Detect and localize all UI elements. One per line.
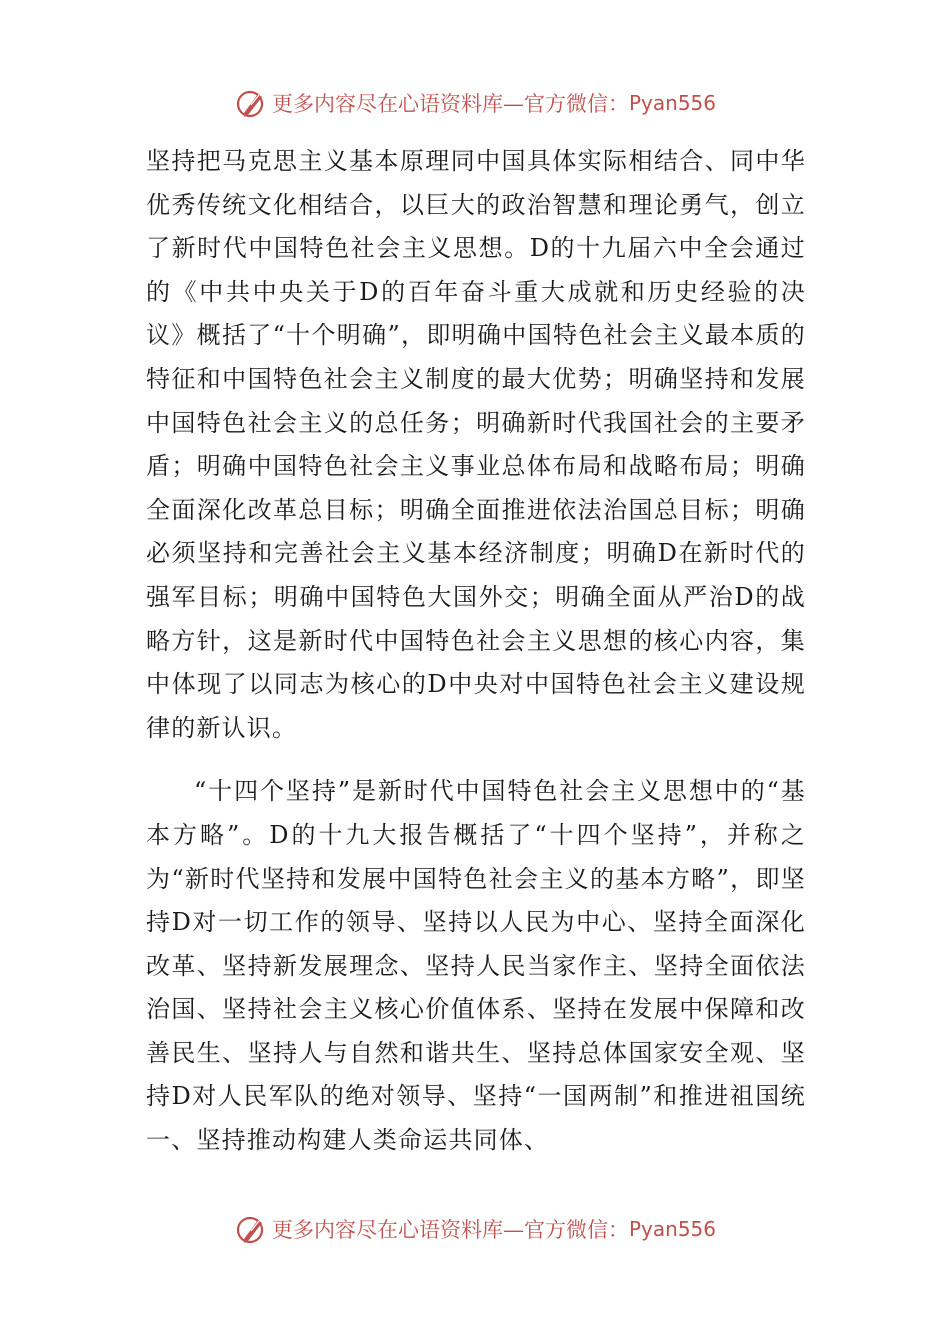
footer-banner bbox=[0, 1209, 950, 1249]
document-body bbox=[146, 140, 806, 1163]
paragraph: 坚持把马克思主义基本原理同中国具体实际相结合、同中华优秀传统文化相结合，以巨大的政治智慧和理论勇气，创立了新时代中国特色社会主义思想。D的十九届六中全会通过的《中共中央关于D的百年奋斗重大成就和历史经验的决议》概括了“十个明确”，即明确中国特色社会主义最本质的特征和中国特色社会主义制度的最大优势；明确坚持和发展中国特色社会主义的总任务；明确新时代我国社会的主要矛盾；明确中国特色社会主义事业总体布局和战略布局；明确全面深化改革总目标；明确全面推进依法治国总目标；明确必须坚持和完善社会主义基本经济制度；明确D在新时代的强军目标；明确中国特色大国外交；明确全面从严治D的战略方针，这是新时代中国特色社会主义思想的核心内容，集中体现了以同志为核心的D中央对中国特色社会主义建设规律的新认识。 bbox=[146, 147, 806, 742]
pen-nib-logo-icon bbox=[234, 86, 268, 120]
pen-nib-logo-icon bbox=[234, 1212, 268, 1246]
banner-text: 更多内容尽在心语资料库—官方微信： bbox=[271, 1218, 629, 1242]
wechat-id: Pyan556 bbox=[628, 1217, 716, 1241]
header-banner bbox=[0, 83, 950, 123]
banner-text: 更多内容尽在心语资料库—官方微信： bbox=[271, 92, 629, 116]
wechat-id: Pyan556 bbox=[628, 91, 716, 115]
paragraph: “十四个坚持”是新时代中国特色社会主义思想中的“基本方略”。D的十九大报告概括了“十四个坚持”，并称之为“新时代坚持和发展中国特色社会主义的基本方略”，即坚持D对一切工作的领导、坚持以人民为中心、坚持全面深化改革、坚持新发展理念、坚持人民当家作主、坚持全面依法治国、坚持社会主义核心价值体系、坚持在发展中保障和改善民生、坚持人与自然和谐共生、坚持总体国家安全观、坚持D对人民军队的绝对领导、坚持“一国两制”和推进祖国统一、坚持推动构建人类命运共同体、 bbox=[146, 777, 806, 1155]
